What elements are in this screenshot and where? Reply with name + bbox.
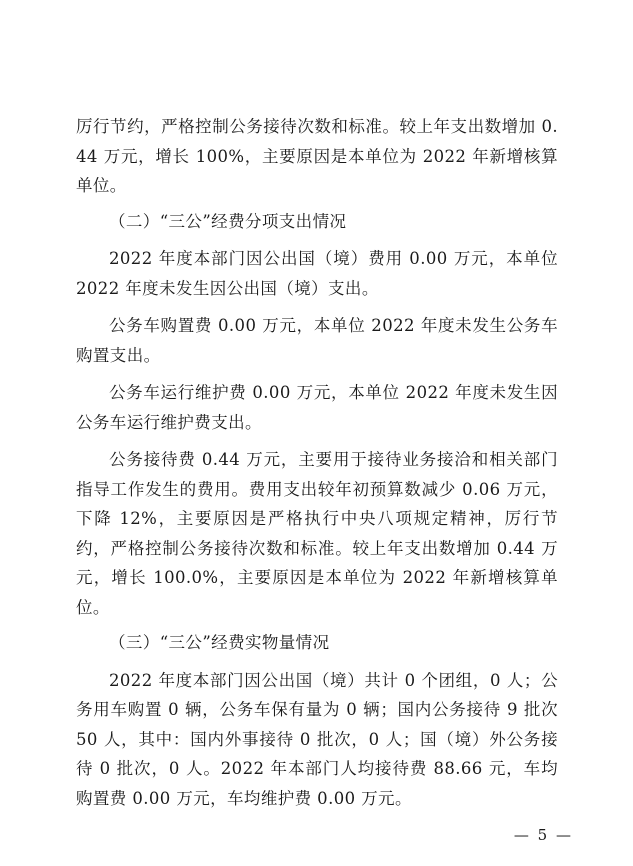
paragraph-vehicle-maintenance: 公务车运行维护费 0.00 万元，本单位 2022 年度未发生因公务车运行维护费支出。 [76,383,558,432]
paragraph-continued: 厉行节约，严格控制公务接待次数和标准。较上年支出数增加 0.44 万元，增长 100%，主要原因是本单位为 2022 年新增核算单位。 [76,117,558,195]
document-body [76,112,558,813]
paragraph-reception: 公务接待费 0.44 万元，主要用于接待业务接洽和相关部门指导工作发生的费用。费用支出较年初预算数减少 0.06 万元，下降 12%，主要原因是严格执行中央八项规定精神，厉行节约，严格控制公务接待次数和标准。较上年支出数增加 0.44 万元，增长 100.0%，主要原因是本单位为 2022 年新增核算单位。 [76,450,558,617]
paragraph-vehicle-purchase: 公务车购置费 0.00 万元，本单位 2022 年度未发生公务车购置支出。 [76,316,558,365]
paragraph-overseas-travel: 2022 年度本部门因公出国（境）费用 0.00 万元，本单位 2022 年度未发生因公出国（境）支出。 [76,249,558,298]
page-number: — 5 — [513,826,573,844]
paragraph-physical-quantity: 2022 年度本部门因公出国（境）共计 0 个团组，0 人；公务用车购置 0 辆，公务车保有量为 0 辆；国内公务接待 9 批次 50 人，其中：国内外事接待 0 批次，0 人；国（境）外公务接待 0 批次，0 人。2022 年本部门人均接待费 88.66 元，车均购置费 0.00 万元，车均维护费 0.00 万元。 [76,670,558,808]
section-heading-2: （二）“三公”经费分项支出情况 [109,211,347,231]
section-heading-3: （三）“三公”经费实物量情况 [109,633,330,652]
